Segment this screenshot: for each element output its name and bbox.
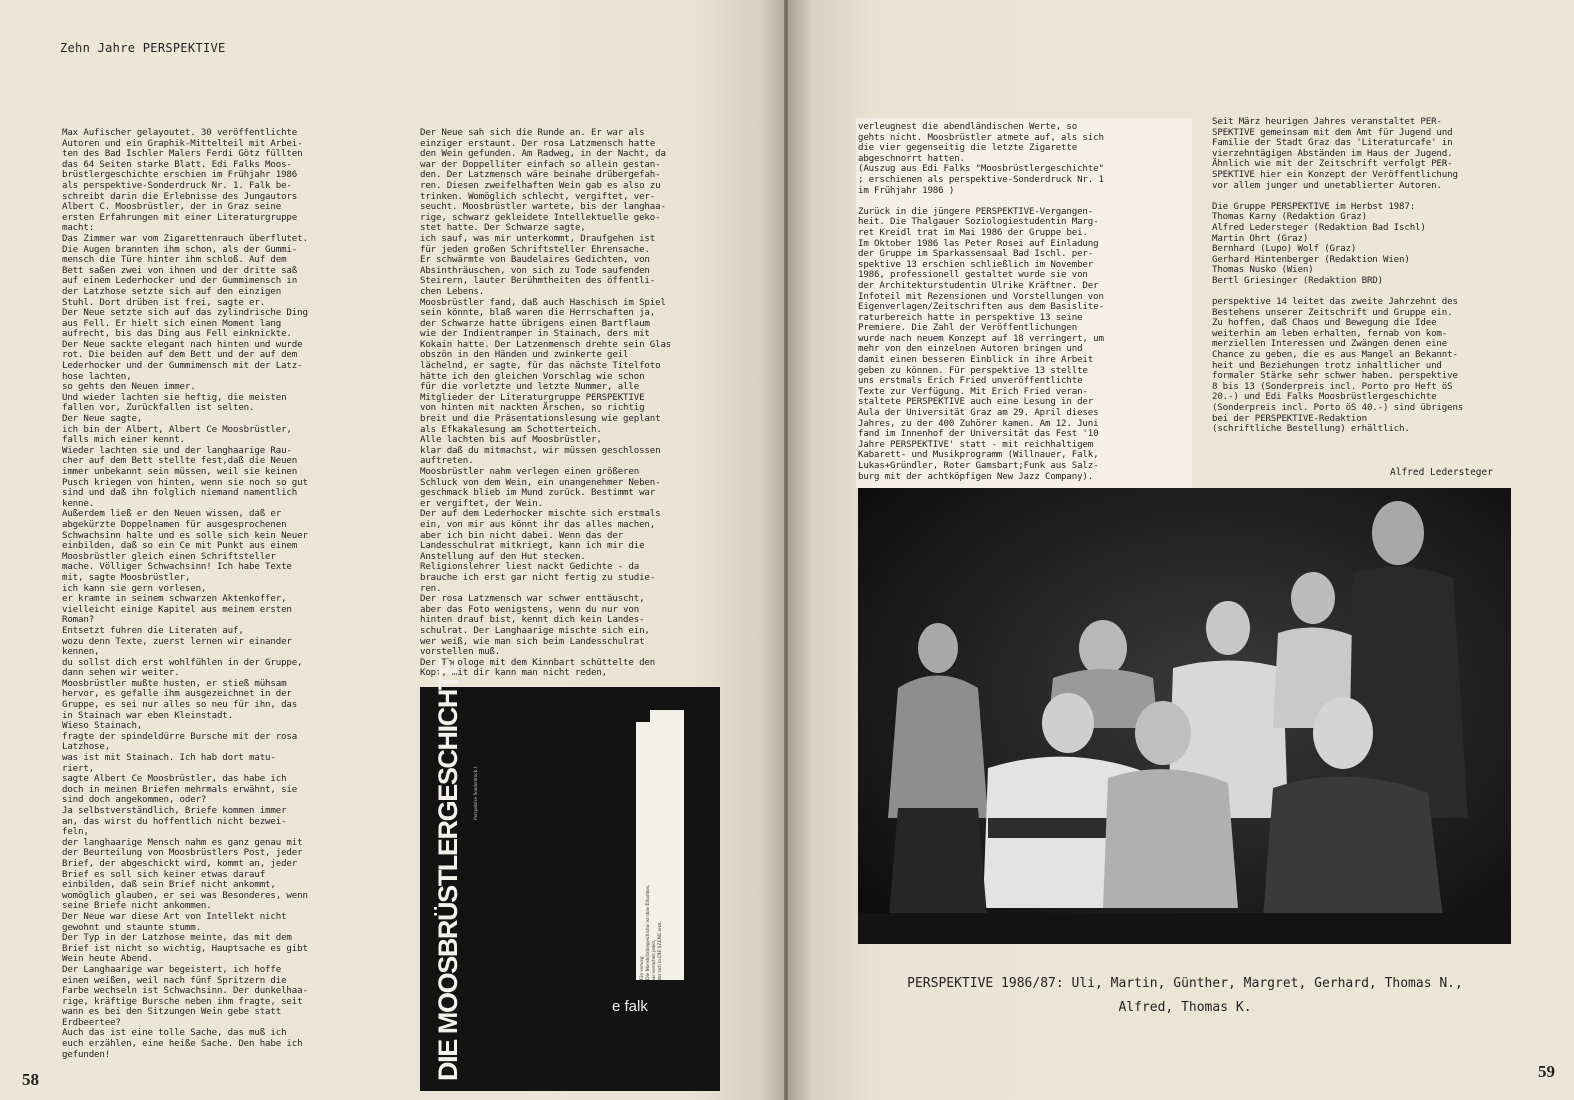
article-column-left-2: Der Neue sah sich die Runde an. Er war als einziger erstaunt. Der rosa Latzmensch hatte den Wein gefunden. Am Radweg, in der Nacht, da war der Doppelliter einfach so allein gestan- den. Der Latzmensch wäre beinahe drübergefah- ren. Diesen zweifelhaften Wein gab es also zu trinken. Womöglich schlecht, vergiftet, ver- seucht. Moosbrüstler wartete, bis der langhaa- rige, schwarz gekleidete Intellektuelle geko- stet hatte. Der Schwarze sagte, ich sauf, was mir unterkommt, Draufgehen ist für jeden großen Schriftsteller Ehrensache. Er schwärmte von Baudelaires Gedichten, von Absinthräuschen, von sich zu Tode saufenden Steirern, lauter Berühmtheiten des öffentli- chen Lebens. Moosbrüstler fand, daß auch Haschisch im Spiel sein könnte, blaß waren die Herrschaften ja, der Schwarze hatte übrigens einen Bartflaum wie der Indientramper in Stainach, ders mit Kokain hatte. Der Latzenmensch drehte sein Glas obszön in den Händen und zwinkerte geil lächelnd, er sagte, für das nächste Titelfoto hätte ich den gleichen Vorschlag wie schon für die vorletzte und letzte Nummer, alle Mitglieder der Literaturgruppe PERSPEKTIVE von hinten mit nackten Ärschen, so richtig breit und die Präsentationslesung wie geplant als Efkakalesung am Schotterteich. Alle lachten bis auf Moosbrüstler, klar daß du mitmachst, wir müssen geschlossen auftreten. Moosbrüstler nahm verlegen einen größeren Schluck von dem Wein, ein unangenehmer Neben- geschmack blieb im Mund zurück. Bestimmt war er vergiftet, der Wein. Der auf dem Lederhocker mischte sich erstmals ein, von mir aus könnt ihr das alles machen, aber ich bin nicht dabei. Wenn das der Landesschulrat mitkriegt, kann ich mir die Anstellung auf den Hut stecken. Religionslehrer liest nackt Gedichte - da brauche ich erst gar nicht fertig zu studie- ren. Der rosa Latzmensch war schwer enttäuscht, aber das Foto wenigstens, wenn du nur von hinten drauf bist, kennt dich kein Landes- schulrat. Der Langhaarige mischte sich ein, wer weiß, wie man sich beim Landesschulrat vorstellen muß. Der Theologe mit dem Kinnbart schüttelte den Kopf, mit dir kann man nicht reden, (420, 128, 672, 679)
photo-caption: PERSPEKTIVE 1986/87: Uli, Martin, Günther, Margret, Gerhard, Thomas N., Alfred, Thomas K. (907, 976, 1463, 1015)
page-number-right: 59 (1538, 1062, 1555, 1081)
running-head: Zehn Jahre PERSPEKTIVE (60, 41, 226, 55)
page-number-left: 58 (22, 1070, 39, 1089)
author-signature: Alfred Ledersteger (1390, 467, 1493, 478)
book-cover-title: DIE MOOSBRÜSTLERGESCHICHTE (433, 658, 463, 1081)
book-cover-subtitle: Perspektive Sonderdruck 1 (474, 766, 479, 820)
book-cover-author: e falk (612, 998, 648, 1015)
article-column-right-1: verleugnest die abendländischen Werte, so gehts nicht. Moosbrüstler atmete auf, als sich die vier gegenseitig die letzte Zigarette abgeschnorrt hatten. (Auszug aus Edi Falks "Moosbrüstlergeschichte" ; erschienen als perspektive-Sonderdruck Nr. 1 im Frühjahr 1986 ) Zurück in die jüngere PERSPEKTIVE-Vergangen- heit. Die Thalgauer Soziologiestudentin Marg- ret Kreidl trat im Mai 1986 der Gruppe bei. Im Oktober 1986 las Peter Rosei auf Einladung der Gruppe im Sparkassensaal Bad Ischl. per- spektive 13 erschien schließlich im November 1986, professionell gestaltet wurde sie von der Architekturstudentin Ulrike Kräftner. Der Infoteil mit Rezensionen und Vorstellungen von Eigenverlagen/Zeitschriften aus dem Basislite- raturbereich hatte in perspektive 13 seine Premiere. Die Zahl der Veröffentlichungen wurde nach neuem Konzept auf 18 verringert, um mehr von den einzelnen Autoren bringen und damit einen besseren Einblick in ihre Arbeit geben zu können. Für perspektive 13 stellte uns erstmals Erich Fried unveröffentlichte Texte zur Verfügung. Mit Erich Fried veran- staltete PERSPEKTIVE auch eine Lesung in der Aula der Universität Graz am 29. April dieses Jahres, zu der 400 Zuhörer kamen. Am 12. Juni fand im Innenhof der Universität das Fest '10 Jahre PERSPEKTIVE' statt - mit reichhaltigem Kabarett- und Musikprogramm (Willnauer, Falk, Lukas+Gründler, Roter Gamsbart;Funk aus Salz- burg mit der achtköpfigen New Jazz Company). (858, 122, 1104, 482)
article-column-right-2: Seit März heurigen Jahres veranstaltet PER- SPEKTIVE gemeinsam mit dem Amt für Jugend und Familie der Stadt Graz das 'Literaturcafe' in vierzehntägigen Abständen im Haus der Jugend. Ähnlich wie mit der Zeitschrift verfolgt PER- SPEKTIVE hier ein Konzept der Veröffentlichung vor allem junger und unetablierter Autoren. Die Gruppe PERSPEKTIVE im Herbst 1987: Thomas Karny (Redaktion Graz) Alfred Ledersteger (Redaktion Bad Ischl) Martin Ohrt (Graz) Bernhard (Lupo) Wolf (Graz) Gerhard Hintenberger (Redaktion Wien) Thomas Nusko (Wien) Bertl Griesinger (Redaktion BRD) perspektive 14 leitet das zweite Jahrzehnt des Bestehens unserer Zeitschrift und Gruppe ein. Zu hoffen, daß Chaos und Bewegung die Idee weiterhin am leben erhalten, fernab von kom- merziellen Interessen und Zwängen denen eine Chance zu geben, die es aus Mangel an Bekannt- heit und Beziehungen trotz inhaltlicher und formaler Stärke sehr schwer haben. perspektive 8 bis 13 (Sonderpreis incl. Porto pro Heft öS 20.-) und Edi Falks Moosbrüstlergeschichte (Sonderpreis incl. Porto öS 40.-) sind übrigens bei der PERSPEKTIVE-Redaktion (schriftliche Bestellung) erhältlich. (1212, 117, 1464, 435)
group-photo (858, 488, 1511, 944)
group-photo-illustration (858, 488, 1511, 944)
article-column-left-1: Max Aufischer gelayoutet. 30 veröffentlichte Autoren und ein Graphik-Mittelteil mit Arbei- ten des Bad Ischler Malers Ferdi Götz füllten das 64 Seiten starke Blatt. Edi Falks Moos- brüstlergeschichte erschien im Frühjahr 1986 als perspektive-Sonderdruck Nr. 1. Falk be- schreibt darin die Erlebnisse des Jungautors Albert C. Moosbrüstler, der in Graz seine ersten Erfahrungen mit einer Literaturgruppe macht: Das Zimmer war vom Zigarettenrauch überflutet. Die Augen brannten ihm schon, als der Gummi- mensch die Türe hinter ihm schloß. Auf dem Bett saßen zwei von ihnen und der dritte saß auf einem Lederhocker und der Gummimensch in der Latzhose setzte sich auf den einzigen Stuhl. Dort drüben ist frei, sagte er. Der Neue setzte sich auf das zylindrische Ding aus Fell. Er hielt sich einen Moment lang aufrecht, bis das Ding aus Fell einknickte. Der Neue sackte elegant nach hinten und wurde rot. Die beiden auf dem Bett und der auf dem Lederhocker und der Gummimensch mit der Latz- hose lachten, so gehts den Neuen immer. Und wieder lachten sie heftig, die meisten fallen vor, Zurückfallen ist selten. Der Neue sagte, ich bin der Albert, Albert Ce Moosbrüstler, falls mich einer kennt. Wieder lachten sie und der langhaarige Rau- cher auf dem Bett stellte fest,daß die Neuen immer unbekannt sein müssen, weil sie keinen Pusch kriegen von hinten, wenn sie noch so gut sind und daß ihn folglich niemand namentlich kenne. Außerdem ließ er den Neuen wissen, daß er abgekürzte Doppelnamen für ausgesprochenen Schwachsinn halte und es solle sich kein Neuer einbilden, daß so ein Ce mit Punkt aus einem Moosbrüstler gleich einen Schriftsteller mache. Völliger Schwachsinn! Ich habe Texte mit, sagte Moosbrüstler, ich kann sie gern vorlesen, er kramte in seinem schwarzen Aktenkoffer, vielleicht einige Kapitel aus meinem ersten Roman? Entsetzt fuhren die Literaten auf, wozu denn Texte, zuerst lernen wir einander kennen, du sollst dich erst wohlfühlen in der Gruppe, dann sehen wir weiter. Moosbrüstler mußte husten, er stieß mühsam hervor, es gefalle ihm ausgezeichnet in der Gruppe, es sei nur alles so neu für ihn, das in Stainach war eben Kleinstadt. Wieso Stainach, fragte der spindeldürre Bursche mit der rosa Latzhose, was ist mit Stainach. Ich hab dort matu- riert, sagte Albert Ce Moosbrüstler, das habe ich doch in meinen Briefen mehrmals erwähnt, sie sind doch angekommen, oder? Ja selbstverständlich, Briefe kommen immer an, das wirst du hoffentlich nicht bezwei- feln, der langhaarige Mensch nahm es ganz genau mit der Beurteilung von Moosbrüstlers Post, jeder Brief, der abgeschickt wird, kommt an, jeder Brief es soll sich keiner etwas darauf einbilden, daß sein Brief nicht ankommt, womöglich glauben, er sei was Besonderes, wenn seine Briefe nicht ankommen. Der Neue war diese Art von Intellekt nicht gewohnt und staunte stumm. Der Typ in der Latzhose meinte, das mit dem Brief ist nicht so wichtig, Hauptsache es gibt Wein heute Abend. Der Langhaarige war begeistert, ich hoffe einen weißen, weil nach fünf Spritzern die Farbe wechseln ist Schwachsinn. Der dunkelhaa- rige, kräftige Bursche neben ihm fragte, seit wann es bei den Sitzungen Wein gebe statt Erdbeertee? Auch das ist eine tolle Sache, das muß ich euch erzählen, eine heiße Sache. Den habe ich gefunden! (62, 128, 308, 1060)
book-cover-blurb: Ein vorweg: Die Moosbrüstlergeschichte ist ohne Erbarmen, sie vernichtet jeden, der sich in DIE SZENE setzt. (640, 884, 663, 980)
book-cover-corner-mark (636, 708, 650, 722)
